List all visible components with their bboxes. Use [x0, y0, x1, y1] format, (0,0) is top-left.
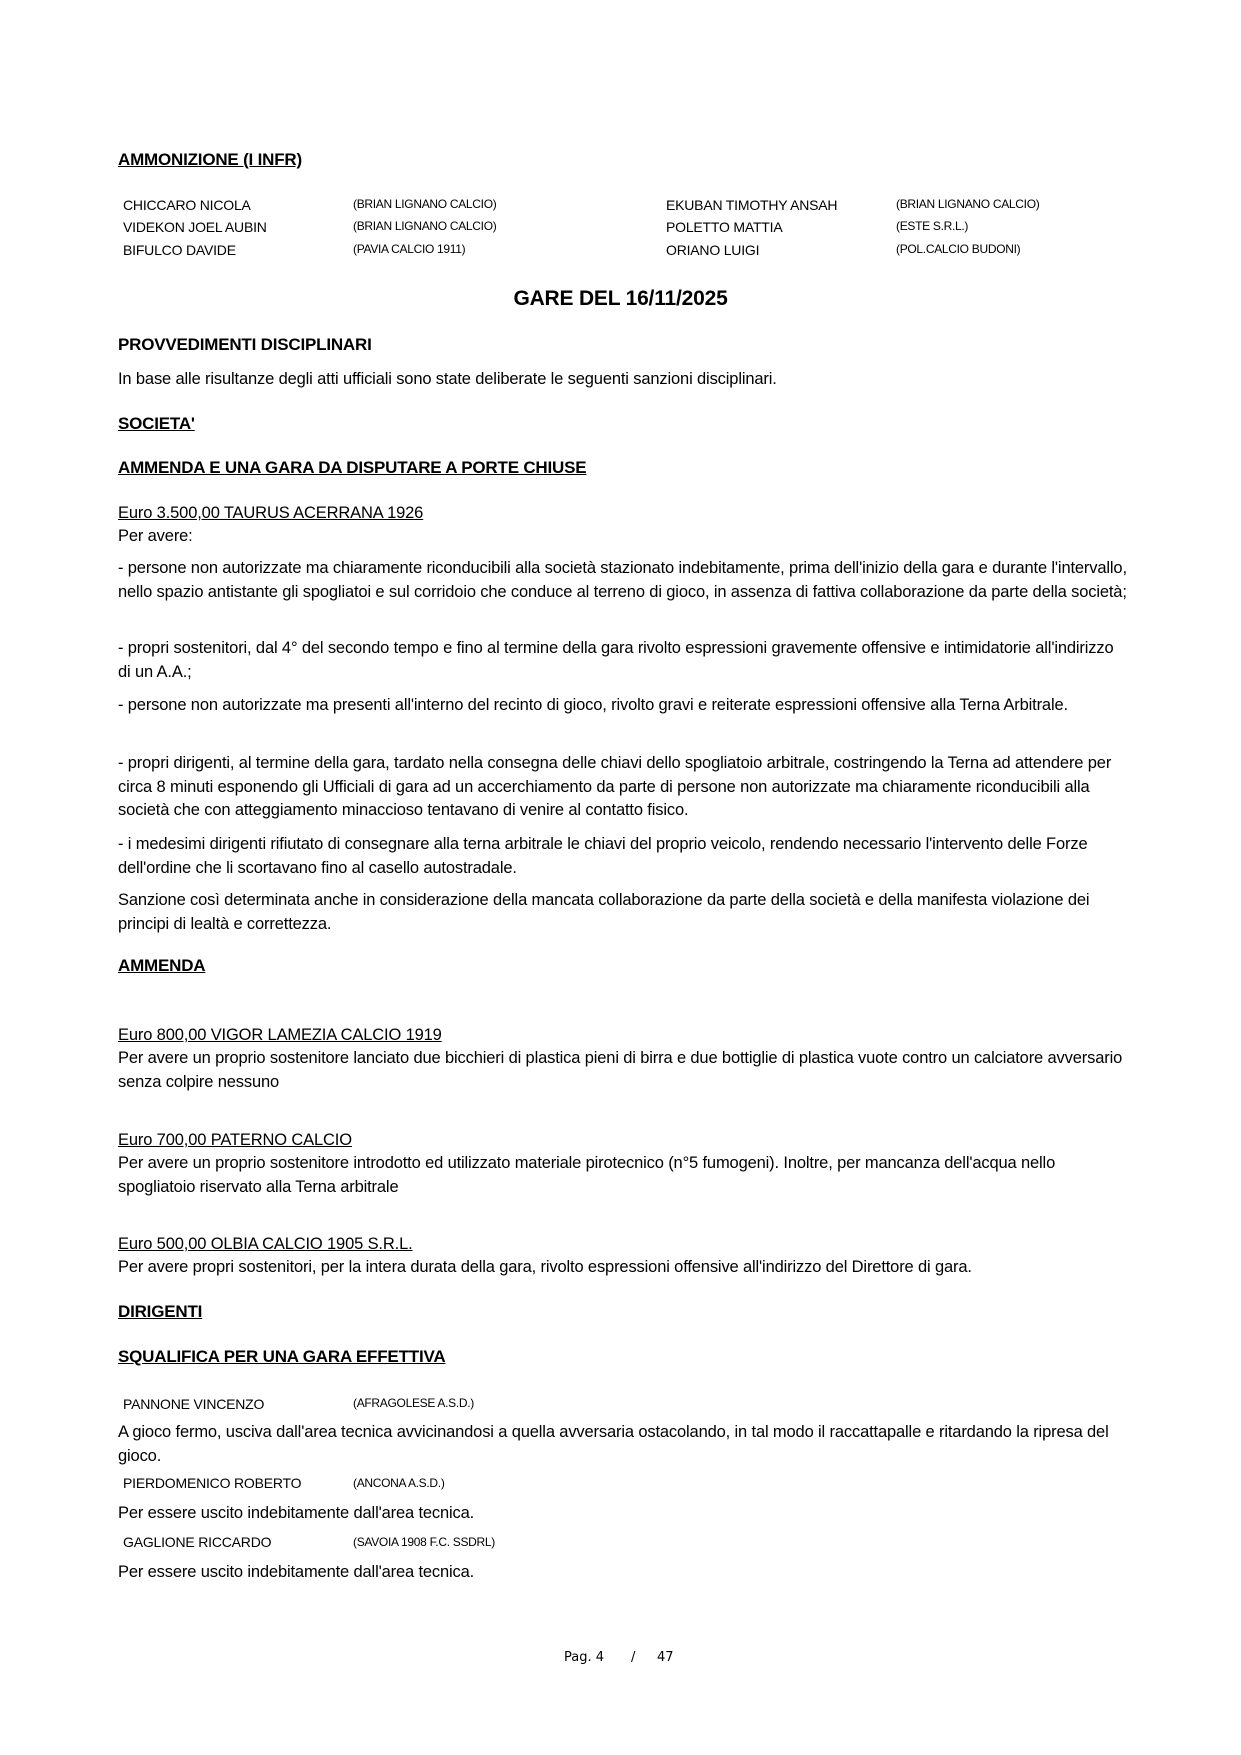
fine-line: Euro 800,00 VIGOR LAMEZIA CALCIO 1919 [118, 1026, 442, 1044]
player-club: (BRIAN LIGNANO CALCIO) [353, 219, 497, 233]
sanction-item: - persone non autorizzate ma presenti all'interno del recinto di gioco, rivolto gravi e reiterate espressioni offensive alla Terna Arbitrale. [118, 696, 1068, 714]
fine-reason: Per avere un proprio sostenitore introdotto ed utilizzato materiale pirotecnico (n°5 fumogeni). Inoltre, per mancanza dell'acqua nello spogliatoio riservato alla Terna arbitrale [118, 1154, 1056, 1196]
sanction-note: Sanzione così determinata anche in considerazione della mancata collaborazione da parte della società e della manifesta violazione dei principi di lealtà e correttezza. [118, 891, 1090, 933]
societa-heading: SOCIETA' [118, 414, 195, 433]
player-club: (ESTE S.R.L.) [896, 219, 969, 233]
ammenda-heading: AMMENDA [118, 956, 206, 975]
player-name: CHICCARO NICOLA [123, 197, 251, 213]
fine-line: Euro 3.500,00 TAURUS ACERRANA 1926 [118, 504, 424, 522]
official-name: PANNONE VINCENZO [123, 1396, 265, 1412]
player-name: BIFULCO DAVIDE [123, 242, 236, 258]
sanction-item: - propri dirigenti, al termine della gara, tardato nella consegna delle chiavi dello spogliatoio arbitrale, costringendo la Terna ad attendere per circa 8 minuti esponendo gli Ufficiali di gara ad un accerchiamento da parte di persone non autorizzate ma chiaramente riconducibili alla società che con atteggiamento minaccioso tentavano di venire al contatto fisico. [118, 754, 1112, 819]
official-club: (ANCONA A.S.D.) [353, 1476, 445, 1490]
provvedimenti-heading: PROVVEDIMENTI DISCIPLINARI [118, 335, 372, 354]
fine-line: Euro 700,00 PATERNO CALCIO [118, 1131, 352, 1149]
porte-chiuse-heading: AMMENDA E UNA GARA DA DISPUTARE A PORTE CHIUSE [118, 458, 587, 477]
ammonizione-heading: AMMONIZIONE (I INFR) [118, 150, 302, 169]
sanction-item: - persone non autorizzate ma chiaramente riconducibili alla società stazionato indebitamente, prima dell'inizio della gara e durante l'intervallo, nello spazio antistante gli spogliatoi e sul corridoio che conduce al terreno di gioco, in assenza di fattiva collaborazione da parte della società; [118, 559, 1127, 601]
player-club: (POL.CALCIO BUDONI) [896, 242, 1021, 256]
fine-reason: Per avere un proprio sostenitore lanciato due bicchieri di plastica pieni di birra e due bottiglie di plastica vuote contro un calciatore avversario senza colpire nessuno [118, 1049, 1123, 1091]
page-number: Pag. 4 [564, 1650, 605, 1665]
squalifica-heading: SQUALIFICA PER UNA GARA EFFETTIVA [118, 1347, 446, 1366]
page-total: 47 [657, 1650, 674, 1665]
player-club: (BRIAN LIGNANO CALCIO) [896, 197, 1040, 211]
player-name: EKUBAN TIMOTHY ANSAH [666, 197, 838, 213]
player-name: VIDEKON JOEL AUBIN [123, 219, 267, 235]
fine-lead: Per avere: [118, 527, 193, 545]
official-club: (AFRAGOLESE A.S.D.) [353, 1396, 474, 1410]
player-name: ORIANO LUIGI [666, 242, 760, 258]
official-name: PIERDOMENICO ROBERTO [123, 1475, 302, 1491]
gare-title: GARE DEL 16/11/2025 [513, 287, 728, 310]
player-club: (PAVIA CALCIO 1911) [353, 242, 466, 256]
official-reason: Per essere uscito indebitamente dall'area tecnica. [118, 1563, 475, 1581]
player-club: (BRIAN LIGNANO CALCIO) [353, 197, 497, 211]
fine-line: Euro 500,00 OLBIA CALCIO 1905 S.R.L. [118, 1235, 413, 1253]
provvedimenti-intro: In base alle risultanze degli atti ufficiali sono state deliberate le seguenti sanzioni disciplinari. [118, 370, 777, 388]
dirigenti-heading: DIRIGENTI [118, 1302, 203, 1321]
official-club: (SAVOIA 1908 F.C. SSDRL) [353, 1535, 495, 1549]
player-name: POLETTO MATTIA [666, 219, 783, 235]
official-reason: Per essere uscito indebitamente dall'area tecnica. [118, 1504, 475, 1522]
sanction-item: - propri sostenitori, dal 4° del secondo tempo e fino al termine della gara rivolto espressioni gravemente offensive e intimidatorie all'indirizzo di un A.A.; [118, 639, 1114, 681]
official-reason: A gioco fermo, usciva dall'area tecnica avvicinandosi a quella avversaria ostacolando, in tal modo il raccattapalle e ritardando la ripresa del gioco. [118, 1423, 1109, 1465]
official-name: GAGLIONE RICCARDO [123, 1534, 272, 1550]
page-separator: / [631, 1650, 636, 1665]
fine-reason: Per avere propri sostenitori, per la intera durata della gara, rivolto espressioni offensive all'indirizzo del Direttore di gara. [118, 1258, 972, 1276]
sanction-item: - i medesimi dirigenti rifiutato di consegnare alla terna arbitrale le chiavi del proprio veicolo, rendendo necessario l'intervento delle Forze dell'ordine che li scortavano fino al casello autostradale. [118, 835, 1088, 877]
